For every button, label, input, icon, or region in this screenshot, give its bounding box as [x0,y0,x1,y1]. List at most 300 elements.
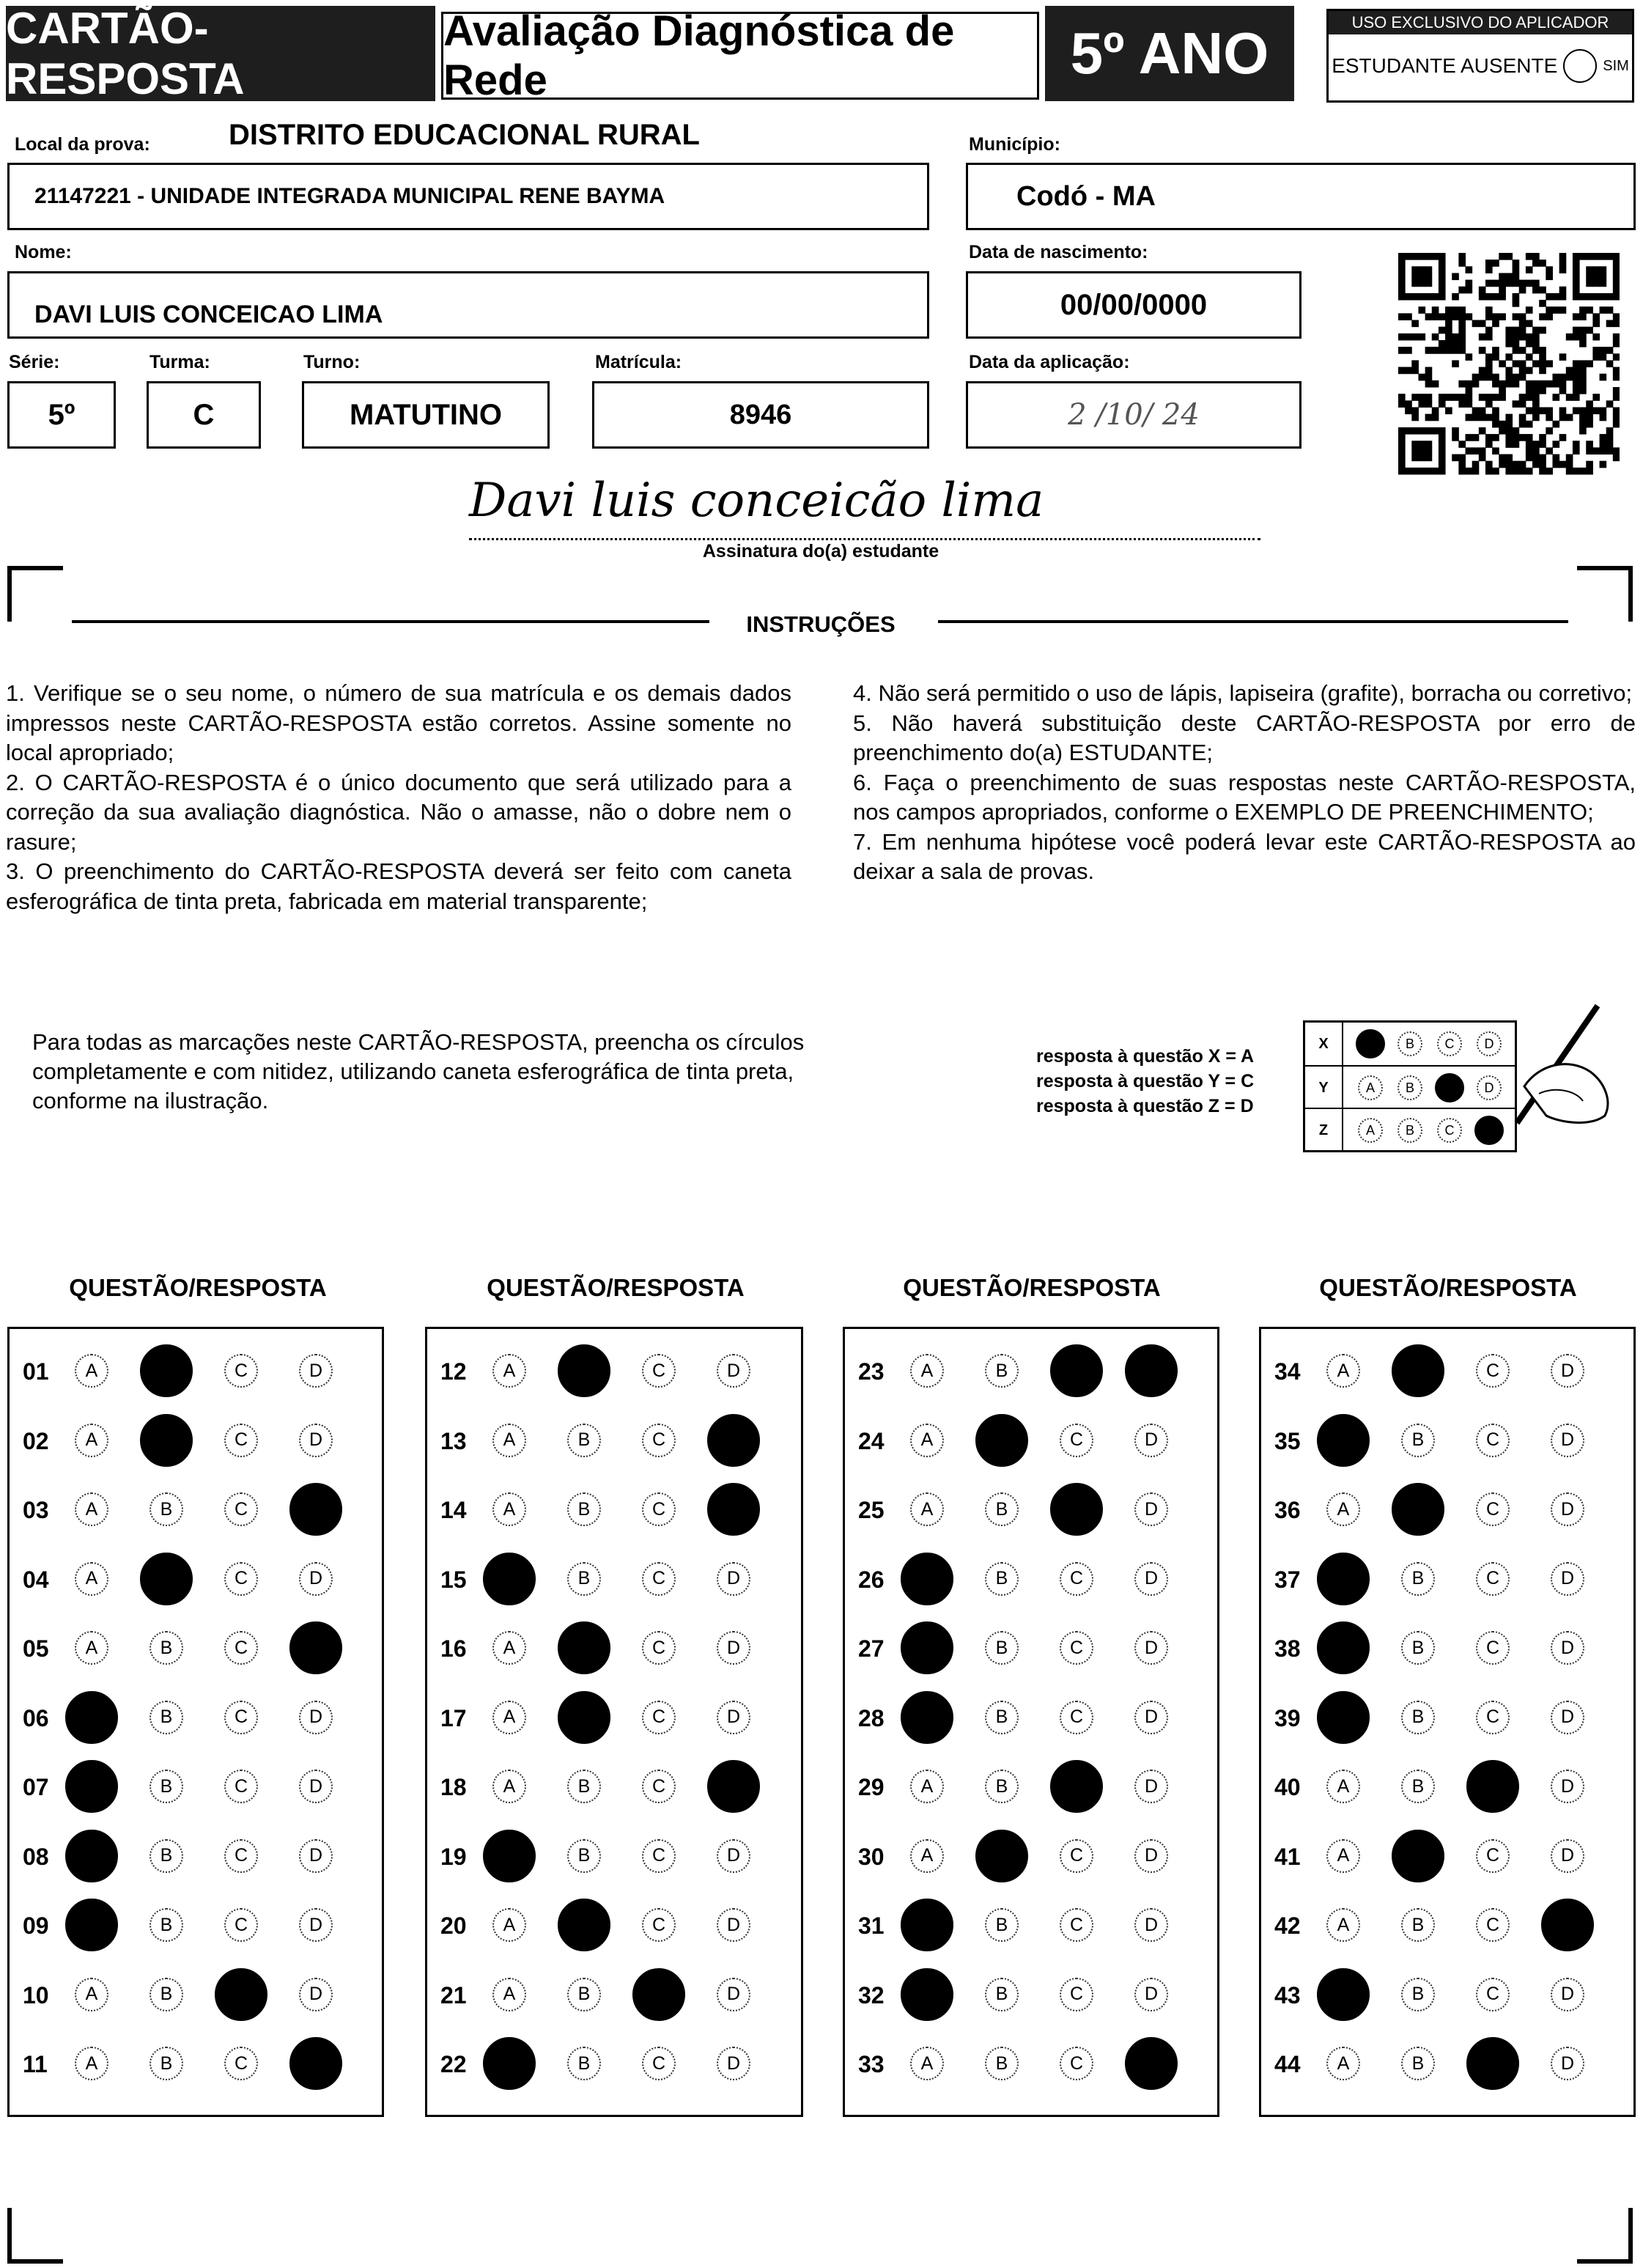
answer-bubble-d-filled[interactable] [289,2037,342,2090]
answer-row [1261,1415,1633,1466]
answer-bubble-d-filled[interactable] [1541,1899,1594,1951]
answer-bubble-d[interactable]: D [717,1631,750,1665]
answer-bubble-b-filled[interactable] [558,1344,610,1397]
answer-bubble-a[interactable]: A [75,1424,108,1457]
answer-bubble-a[interactable]: A [492,1424,526,1457]
example-bubble-b: B [1398,1118,1422,1143]
question-number: 16 [440,1635,467,1662]
answer-bubble-b[interactable]: B [1401,1631,1435,1665]
answer-bubble-b[interactable]: B [149,1492,183,1526]
answer-bubble-d[interactable]: D [299,1354,333,1388]
absent-checkbox[interactable] [1563,49,1597,83]
answer-bubble-d[interactable]: D [1551,1562,1584,1596]
answer-bubble-a[interactable]: A [1326,1354,1360,1388]
answer-bubble-b-filled[interactable] [1392,1344,1444,1397]
answer-bubble-a-filled[interactable] [483,1830,536,1882]
answer-bubble-c[interactable]: C [642,1770,676,1803]
answer-row [10,1415,382,1466]
nascimento-label: Data de nascimento: [969,242,1148,262]
answer-bubble-b-filled[interactable] [1392,1483,1444,1536]
answer-bubble-b[interactable]: B [985,2047,1019,2080]
answer-bubble-b[interactable]: B [567,1770,601,1803]
answer-row [10,1622,382,1674]
answer-bubble-b[interactable]: B [567,1978,601,2011]
example-question-label: X [1305,1023,1343,1065]
answer-bubble-c-filled[interactable] [1050,1483,1103,1536]
answer-bubble-b[interactable]: B [149,1770,183,1803]
answer-bubble-d[interactable]: D [299,1701,333,1734]
answer-bubble-b[interactable]: B [985,1354,1019,1388]
answer-row [845,1899,1217,1951]
answer-bubble-a-filled[interactable] [1317,1553,1370,1605]
answer-bubble-a[interactable]: A [910,1839,944,1873]
answer-row [1261,1553,1633,1605]
question-number: 20 [440,1912,467,1939]
answer-column-2 [425,1327,803,2117]
answer-bubble-a[interactable]: A [910,1424,944,1457]
answer-bubble-b-filled[interactable] [558,1691,610,1744]
answer-row [427,1622,801,1674]
answer-bubble-d-filled[interactable] [707,1483,760,1536]
answer-bubble-c-filled[interactable] [1466,2037,1519,2090]
instruction-item: 3. O preenchimento do CARTÃO-RESPOSTA deverá ser feito com caneta esferográfica de tinta preta, fabricada em material transparente; [6,858,791,914]
answers-title-col4: QUESTÃO/RESPOSTA [1319,1274,1577,1301]
question-number: 17 [440,1704,467,1731]
answer-bubble-b[interactable]: B [567,1492,601,1526]
answer-bubble-c[interactable]: C [224,1701,258,1734]
question-number: 41 [1274,1843,1301,1870]
question-number: 24 [858,1427,885,1454]
answer-bubble-a[interactable]: A [492,1701,526,1734]
answer-bubble-b[interactable]: B [1401,1908,1435,1942]
answer-row [427,1761,801,1812]
answer-bubble-b[interactable]: B [149,1701,183,1734]
question-number: 32 [858,1981,885,2009]
question-number: 27 [858,1635,885,1662]
answer-bubble-b[interactable]: B [985,1701,1019,1734]
nome-field [7,271,929,339]
answer-bubble-c[interactable]: C [642,1424,676,1457]
answer-bubble-b-filled[interactable] [975,1414,1028,1467]
answer-bubble-c[interactable]: C [642,1631,676,1665]
example-bubble-a: A [1358,1075,1383,1100]
answer-bubble-b[interactable]: B [567,2047,601,2080]
answer-row [845,1622,1217,1674]
answer-bubble-b[interactable]: B [985,1562,1019,1596]
answer-bubble-b-filled[interactable] [140,1414,193,1467]
answer-bubble-c[interactable]: C [642,1839,676,1873]
answer-bubble-a-filled[interactable] [65,1760,118,1813]
signature-label: Assinatura do(a) estudante [702,541,939,562]
answer-bubble-a-filled[interactable] [901,1968,953,2021]
answer-bubble-a-filled[interactable] [65,1830,118,1882]
answer-bubble-a-filled[interactable] [1317,1621,1370,1674]
answer-bubble-c[interactable]: C [1476,1978,1510,2011]
example-question-label: Y [1305,1067,1343,1109]
answer-bubble-c[interactable]: C [642,1354,676,1388]
aplicacao-field [966,381,1302,449]
answer-row [427,1345,801,1396]
example-bubble-b: B [1398,1031,1422,1056]
answer-row [845,1692,1217,1743]
question-number: 40 [1274,1774,1301,1800]
answer-bubble-c[interactable]: C [1060,1424,1093,1457]
answer-bubble-d[interactable]: D [299,1908,333,1942]
answer-bubble-c[interactable]: C [224,1424,258,1457]
question-number: 04 [23,1566,49,1593]
answer-bubble-d[interactable]: D [1551,1424,1584,1457]
question-number: 30 [858,1843,885,1870]
nascimento-field [966,271,1302,339]
answer-bubble-b[interactable]: B [149,1978,183,2011]
answer-bubble-d[interactable]: D [299,1978,333,2011]
example-line: resposta à questão X = A [1036,1046,1255,1067]
question-number: 03 [23,1497,49,1523]
answer-bubble-b[interactable]: B [1401,1424,1435,1457]
answer-bubble-d[interactable]: D [717,1701,750,1734]
answer-bubble-a-filled[interactable] [65,1899,118,1951]
municipio-label: Município: [969,134,1060,155]
answer-bubble-d[interactable]: D [1134,1631,1168,1665]
answer-bubble-a-filled[interactable] [901,1621,953,1674]
answer-row [427,1692,801,1743]
answer-bubble-c[interactable]: C [1476,1354,1510,1388]
answer-bubble-d[interactable]: D [717,1839,750,1873]
answer-bubble-a-filled[interactable] [901,1899,953,1951]
answer-bubble-a[interactable]: A [75,1978,108,2011]
answer-row [845,1830,1217,1882]
answer-bubble-a[interactable]: A [1326,2047,1360,2080]
answer-bubble-a[interactable]: A [492,1908,526,1942]
answer-bubble-a-filled[interactable] [901,1553,953,1605]
answer-bubble-d-filled[interactable] [1125,2037,1178,2090]
answer-bubble-c-filled[interactable] [1466,1760,1519,1813]
example-bubble-d: D [1477,1031,1502,1056]
matricula-label: Matrícula: [595,352,682,372]
example-row [1305,1065,1515,1109]
answer-row [427,1553,801,1605]
answer-bubble-a-filled[interactable] [901,1691,953,1744]
answer-bubble-d[interactable]: D [299,1839,333,1873]
question-number: 05 [23,1635,49,1662]
question-number: 18 [440,1774,467,1800]
answer-row [10,1830,382,1882]
question-number: 25 [858,1497,885,1523]
answer-bubble-a-filled[interactable] [1317,1691,1370,1744]
answer-bubble-a[interactable]: A [492,1978,526,2011]
answer-row [845,1969,1217,2020]
answer-bubble-d[interactable]: D [717,2047,750,2080]
answer-bubble-c[interactable]: C [642,1562,676,1596]
answer-bubble-d[interactable]: D [299,1424,333,1457]
question-number: 31 [858,1912,885,1939]
qr-code [1398,253,1620,479]
answer-bubble-d[interactable]: D [299,1770,333,1803]
question-number: 13 [440,1427,467,1454]
turma-field [147,381,261,449]
question-number: 34 [1274,1358,1301,1385]
answer-bubble-c[interactable]: C [642,2047,676,2080]
answer-bubble-d[interactable]: D [717,1908,750,1942]
example-line: resposta à questão Z = D [1036,1096,1254,1116]
example-bubble-a: A [1358,1118,1383,1143]
example-row [1305,1023,1515,1065]
answer-bubble-b[interactable]: B [985,1492,1019,1526]
answer-bubble-d[interactable]: D [1134,1492,1168,1526]
answer-bubble-d[interactable]: D [1134,1839,1168,1873]
answer-bubble-d-filled[interactable] [707,1760,760,1813]
answer-bubble-b[interactable]: B [149,1908,183,1942]
answer-bubble-c-filled[interactable] [1050,1760,1103,1813]
answer-bubble-b-filled[interactable] [975,1830,1028,1882]
municipio-value: Codó - MA [1016,180,1156,212]
answer-bubble-c[interactable]: C [1060,1839,1093,1873]
answer-row [427,1969,801,2020]
answer-bubble-c[interactable]: C [1060,1701,1093,1734]
answer-bubble-b-filled[interactable] [558,1899,610,1951]
answer-bubble-c[interactable]: C [1476,1562,1510,1596]
question-number: 15 [440,1566,467,1593]
answer-bubble-b[interactable]: B [1401,1978,1435,2011]
answer-bubble-b[interactable]: B [985,1908,1019,1942]
answer-bubble-d[interactable]: D [1134,1908,1168,1942]
answer-bubble-d-filled[interactable] [289,1621,342,1674]
question-number: 11 [23,2051,48,2077]
answer-bubble-a[interactable]: A [492,1492,526,1526]
answer-bubble-a[interactable]: A [492,1631,526,1665]
answer-column-3 [843,1327,1219,2117]
answer-bubble-c[interactable]: C [1060,1562,1093,1596]
answer-bubble-b[interactable]: B [1401,1701,1435,1734]
answer-row [845,1484,1217,1535]
answer-bubble-d[interactable]: D [1134,1424,1168,1457]
answer-bubble-c[interactable]: C [224,2047,258,2080]
signature: Davi luis conceicão lima [469,474,1044,528]
answer-bubble-a[interactable]: A [910,1770,944,1803]
answer-bubble-c[interactable]: C [224,1631,258,1665]
nome-label: Nome: [15,242,72,262]
answer-bubble-c[interactable]: C [224,1908,258,1942]
answer-row [845,1553,1217,1605]
question-number: 43 [1274,1981,1301,2009]
answer-bubble-c[interactable]: C [224,1839,258,1873]
question-number: 28 [858,1704,885,1731]
answer-bubble-d[interactable]: D [1551,1631,1584,1665]
answer-bubble-b[interactable]: B [1401,1562,1435,1596]
answer-row [1261,1761,1633,1812]
answer-bubble-c[interactable]: C [224,1562,258,1596]
answer-row [1261,1969,1633,2020]
exam-title: Avaliação Diagnóstica de Rede [441,12,1039,100]
answer-bubble-c[interactable]: C [1476,1424,1510,1457]
signature-line [469,538,1260,540]
answer-row [1261,1899,1633,1951]
answer-row [1261,2038,1633,2089]
answer-bubble-b[interactable]: B [567,1562,601,1596]
answer-bubble-d[interactable]: D [1551,1701,1584,1734]
answer-bubble-a[interactable]: A [492,1354,526,1388]
question-number: 01 [23,1358,49,1385]
matricula-value: 8946 [729,399,792,430]
answer-bubble-a[interactable]: A [910,1492,944,1526]
answer-bubble-c[interactable]: C [1060,1908,1093,1942]
corner-mark-top-right [1577,566,1633,622]
answer-bubble-d[interactable]: D [1551,1978,1584,2011]
answer-row [845,1345,1217,1396]
example-bubble-c: C [1437,1031,1462,1056]
answer-bubble-a[interactable]: A [75,2047,108,2080]
nascimento-value: 00/00/0000 [1060,288,1208,321]
instructions-rule-left [72,620,709,623]
answer-bubble-c[interactable]: C [1476,1631,1510,1665]
answer-bubble-d[interactable]: D [717,1978,750,2011]
answer-bubble-c[interactable]: C [1476,1701,1510,1734]
local-label: Local da prova: [15,134,150,155]
answer-bubble-c[interactable]: C [1476,1839,1510,1873]
answer-bubble-b-filled[interactable] [140,1344,193,1397]
answer-bubble-a-filled[interactable] [1317,1968,1370,2021]
local-field [7,163,929,230]
instruction-item: 7. Em nenhuma hipótese você poderá levar este CARTÃO-RESPOSTA ao deixar a sala de provas. [853,828,1636,884]
answer-bubble-c[interactable]: C [1060,2047,1093,2080]
answer-row [10,1692,382,1743]
answer-bubble-a[interactable]: A [75,1354,108,1388]
answer-bubble-d-filled[interactable] [1125,1344,1178,1397]
answer-bubble-d[interactable]: D [1551,1770,1584,1803]
example-row [1305,1108,1515,1152]
answer-bubble-d[interactable]: D [1551,1492,1584,1526]
example-bubble-b: B [1398,1075,1422,1100]
municipio-field [966,163,1636,230]
answer-bubble-d[interactable]: D [299,1562,333,1596]
absent-yes-label: SIM [1603,57,1629,74]
answer-bubble-c[interactable]: C [224,1770,258,1803]
answer-bubble-a[interactable]: A [75,1492,108,1526]
answer-row [845,1415,1217,1466]
instruction-item: 6. Faça o preenchimento de suas respostas neste CARTÃO-RESPOSTA, nos campos apropriados, conforme o EXEMPLO DE PREENCHIMENTO; [853,769,1636,825]
answer-bubble-a[interactable]: A [1326,1908,1360,1942]
answer-bubble-a[interactable]: A [75,1631,108,1665]
instructions-left [6,679,791,916]
answer-bubble-a[interactable]: A [1326,1492,1360,1526]
answer-column-4 [1259,1327,1636,2117]
instructions-rule-right [938,620,1568,623]
answer-bubble-c[interactable]: C [1060,1631,1093,1665]
answer-bubble-d-filled[interactable] [289,1483,342,1536]
question-number: 19 [440,1843,467,1870]
answer-bubble-d[interactable]: D [1551,1839,1584,1873]
answer-bubble-d[interactable]: D [717,1354,750,1388]
question-number: 39 [1274,1704,1301,1731]
answer-bubble-d-filled[interactable] [707,1414,760,1467]
answer-bubble-d[interactable]: D [1134,1978,1168,2011]
answer-bubble-d[interactable]: D [1551,2047,1584,2080]
example-bubble-a [1356,1029,1385,1058]
answer-bubble-c-filled[interactable] [1050,1344,1103,1397]
answer-bubble-b[interactable]: B [149,2047,183,2080]
turno-field [302,381,550,449]
answer-bubble-b[interactable]: B [149,1631,183,1665]
applicator-label: USO EXCLUSIVO DO APLICADOR [1329,11,1632,34]
example-bubble-c [1435,1073,1464,1102]
answer-bubble-a[interactable]: A [910,1354,944,1388]
answer-bubble-b-filled[interactable] [140,1553,193,1605]
answer-bubble-c[interactable]: C [642,1701,676,1734]
serie-field [7,381,116,449]
turma-value: C [193,398,215,431]
answer-bubble-c[interactable]: C [1060,1978,1093,2011]
answer-row [10,2038,382,2089]
instruction-item: 1. Verifique se o seu nome, o número de sua matrícula e os demais dados impressos neste CARTÃO-RESPOSTA estão corretos. Assine somente no local apropriado; [6,680,791,765]
answer-bubble-d[interactable]: D [717,1562,750,1596]
example-question-label: Z [1305,1109,1343,1152]
answer-bubble-a[interactable]: A [75,1562,108,1596]
answer-bubble-a-filled[interactable] [483,1553,536,1605]
applicator-box [1326,9,1634,103]
corner-mark-top-left [7,566,63,622]
answer-bubble-c[interactable]: C [642,1908,676,1942]
answer-bubble-b-filled[interactable] [1392,1830,1444,1882]
question-number: 10 [23,1981,49,2009]
answer-bubble-b[interactable]: B [567,1424,601,1457]
fill-note: Para todas as marcações neste CARTÃO-RESPOSTA, preencha os círculos completamente e com nitidez, utilizando caneta esferográfica de tinta preta, conforme na ilustração. [32,1029,805,1113]
example-legend [1036,1044,1254,1119]
answer-bubble-a[interactable]: A [1326,1839,1360,1873]
question-number: 38 [1274,1635,1301,1662]
question-number: 26 [858,1566,885,1593]
answer-bubble-c[interactable]: C [1476,1908,1510,1942]
answer-bubble-a-filled[interactable] [483,2037,536,2090]
answer-bubble-c[interactable]: C [224,1492,258,1526]
answer-bubble-b[interactable]: B [1401,1770,1435,1803]
aplicacao-value: 2 /10/ 24 [1068,398,1200,432]
answer-bubble-d[interactable]: D [1134,1562,1168,1596]
answer-bubble-c[interactable]: C [1476,1492,1510,1526]
question-number: 33 [858,2051,885,2077]
answer-bubble-c-filled[interactable] [632,1968,685,2021]
answer-bubble-a-filled[interactable] [1317,1414,1370,1467]
instruction-item: 4. Não será permitido o uso de lápis, lapiseira (grafite), borracha ou corretivo; [853,680,1633,706]
answer-row [1261,1484,1633,1535]
answer-bubble-c[interactable]: C [224,1354,258,1388]
question-number: 08 [23,1843,49,1870]
answer-bubble-a[interactable]: A [1326,1770,1360,1803]
answer-bubble-a[interactable]: A [492,1770,526,1803]
question-number: 02 [23,1427,49,1454]
answer-bubble-a[interactable]: A [910,2047,944,2080]
answer-bubble-b[interactable]: B [1401,2047,1435,2080]
turno-label: Turno: [303,352,361,372]
answer-bubble-b[interactable]: B [985,1631,1019,1665]
answer-bubble-b[interactable]: B [149,1839,183,1873]
answer-bubble-a-filled[interactable] [65,1691,118,1744]
answer-row [427,1830,801,1882]
answer-bubble-d[interactable]: D [1134,1701,1168,1734]
answer-bubble-b-filled[interactable] [558,1621,610,1674]
question-number: 07 [23,1774,49,1800]
answer-bubble-b[interactable]: B [985,1770,1019,1803]
card-title: CARTÃO-RESPOSTA [6,6,435,101]
answer-bubble-b[interactable]: B [567,1839,601,1873]
answer-bubble-b[interactable]: B [985,1978,1019,2011]
answer-bubble-c[interactable]: C [642,1492,676,1526]
question-number: 06 [23,1704,49,1731]
answer-bubble-d[interactable]: D [1551,1354,1584,1388]
answer-row [10,1899,382,1951]
question-number: 12 [440,1358,467,1385]
answer-bubble-d[interactable]: D [1134,1770,1168,1803]
answer-bubble-c-filled[interactable] [215,1968,267,2021]
